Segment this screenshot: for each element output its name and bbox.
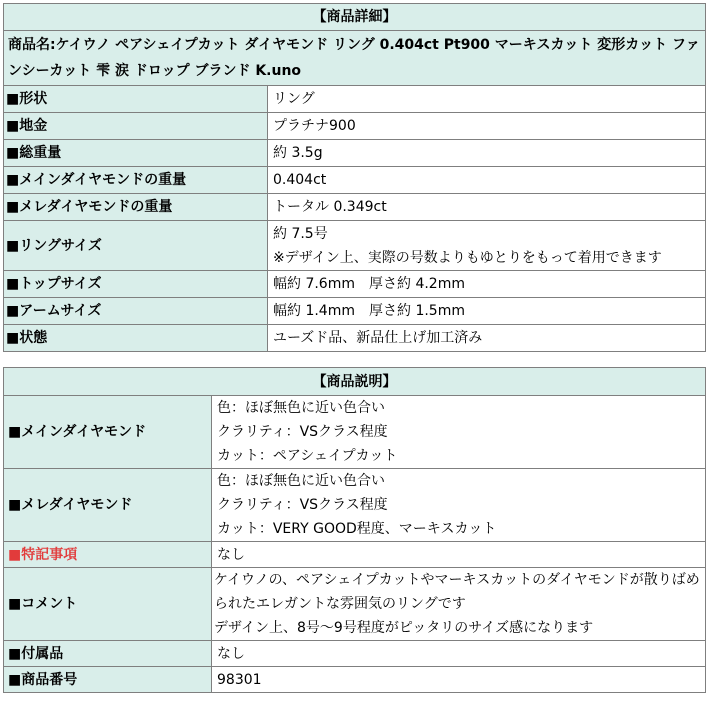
label-special-notes: ■特記事項 [4, 542, 212, 568]
product-details-table [3, 3, 706, 352]
label-ring-size: ■リングサイズ [4, 221, 268, 271]
description-header: 【商品説明】 [4, 368, 706, 396]
comment-size-note: デザイン上、8号～9号程度がピッタリのサイズ感になります [214, 620, 594, 636]
value-top-size: 幅約 7.6mm 厚さ約 4.2mm [268, 271, 706, 298]
value-accessories: なし [212, 641, 706, 667]
value-main-diamond [212, 396, 706, 469]
label-comment: ■コメント [4, 568, 212, 641]
label-condition: ■状態 [4, 325, 268, 352]
ring-size-note: ※デザイン上、実際の号数よりもゆとりをもって着用できます [273, 249, 662, 266]
value-total-weight: 約 3.5g [268, 140, 706, 167]
value-shape: リング [268, 86, 706, 113]
value-ring-size [268, 221, 706, 271]
ring-size-value: 約 7.5号 [273, 225, 328, 242]
label-total-weight: ■総重量 [4, 140, 268, 167]
label-top-size: ■トップサイズ [4, 271, 268, 298]
value-arm-size: 幅約 1.4mm 厚さ約 1.5mm [268, 298, 706, 325]
value-comment [212, 568, 706, 641]
label-main-diamond: ■メインダイヤモンド [4, 396, 212, 469]
melee-diamond-color: 色：ほぼ無色に近い色合い [217, 473, 385, 489]
value-special-notes: なし [212, 542, 706, 568]
value-melee-diamond [212, 469, 706, 542]
main-diamond-clarity: クラリティ：VSクラス程度 [217, 424, 388, 440]
main-diamond-color: 色：ほぼ無色に近い色合い [217, 400, 385, 416]
product-name: 商品名:ケイウノ ペアシェイプカット ダイヤモンド リング 0.404ct Pt900 マーキスカット 変形カット ファンシーカット 雫 涙 ドロップ ブランド K.uno [4, 31, 706, 86]
details-header: 【商品詳細】 [4, 4, 706, 31]
comment-text: ケイウノの、ペアシェイプカットやマーキスカットのダイヤモンドが散りばめられたエレガントな雰囲気のリングです [214, 572, 700, 612]
value-condition: ユーズド品、新品仕上げ加工済み [268, 325, 706, 352]
label-melee-diamond-weight: ■メレダイヤモンドの重量 [4, 194, 268, 221]
label-main-diamond-weight: ■メインダイヤモンドの重量 [4, 167, 268, 194]
value-main-diamond-weight: 0.404ct [268, 167, 706, 194]
value-product-number: 98301 [212, 667, 706, 693]
label-arm-size: ■アームサイズ [4, 298, 268, 325]
melee-diamond-cut: カット：VERY GOOD程度、マーキスカット [217, 521, 497, 537]
label-metal: ■地金 [4, 113, 268, 140]
label-product-number: ■商品番号 [4, 667, 212, 693]
value-metal: プラチナ900 [268, 113, 706, 140]
label-melee-diamond: ■メレダイヤモンド [4, 469, 212, 542]
label-shape: ■形状 [4, 86, 268, 113]
product-description-table [3, 367, 706, 693]
value-melee-diamond-weight: トータル 0.349ct [268, 194, 706, 221]
main-diamond-cut: カット：ペアシェイプカット [217, 448, 398, 464]
melee-diamond-clarity: クラリティ：VSクラス程度 [217, 497, 388, 513]
label-accessories: ■付属品 [4, 641, 212, 667]
